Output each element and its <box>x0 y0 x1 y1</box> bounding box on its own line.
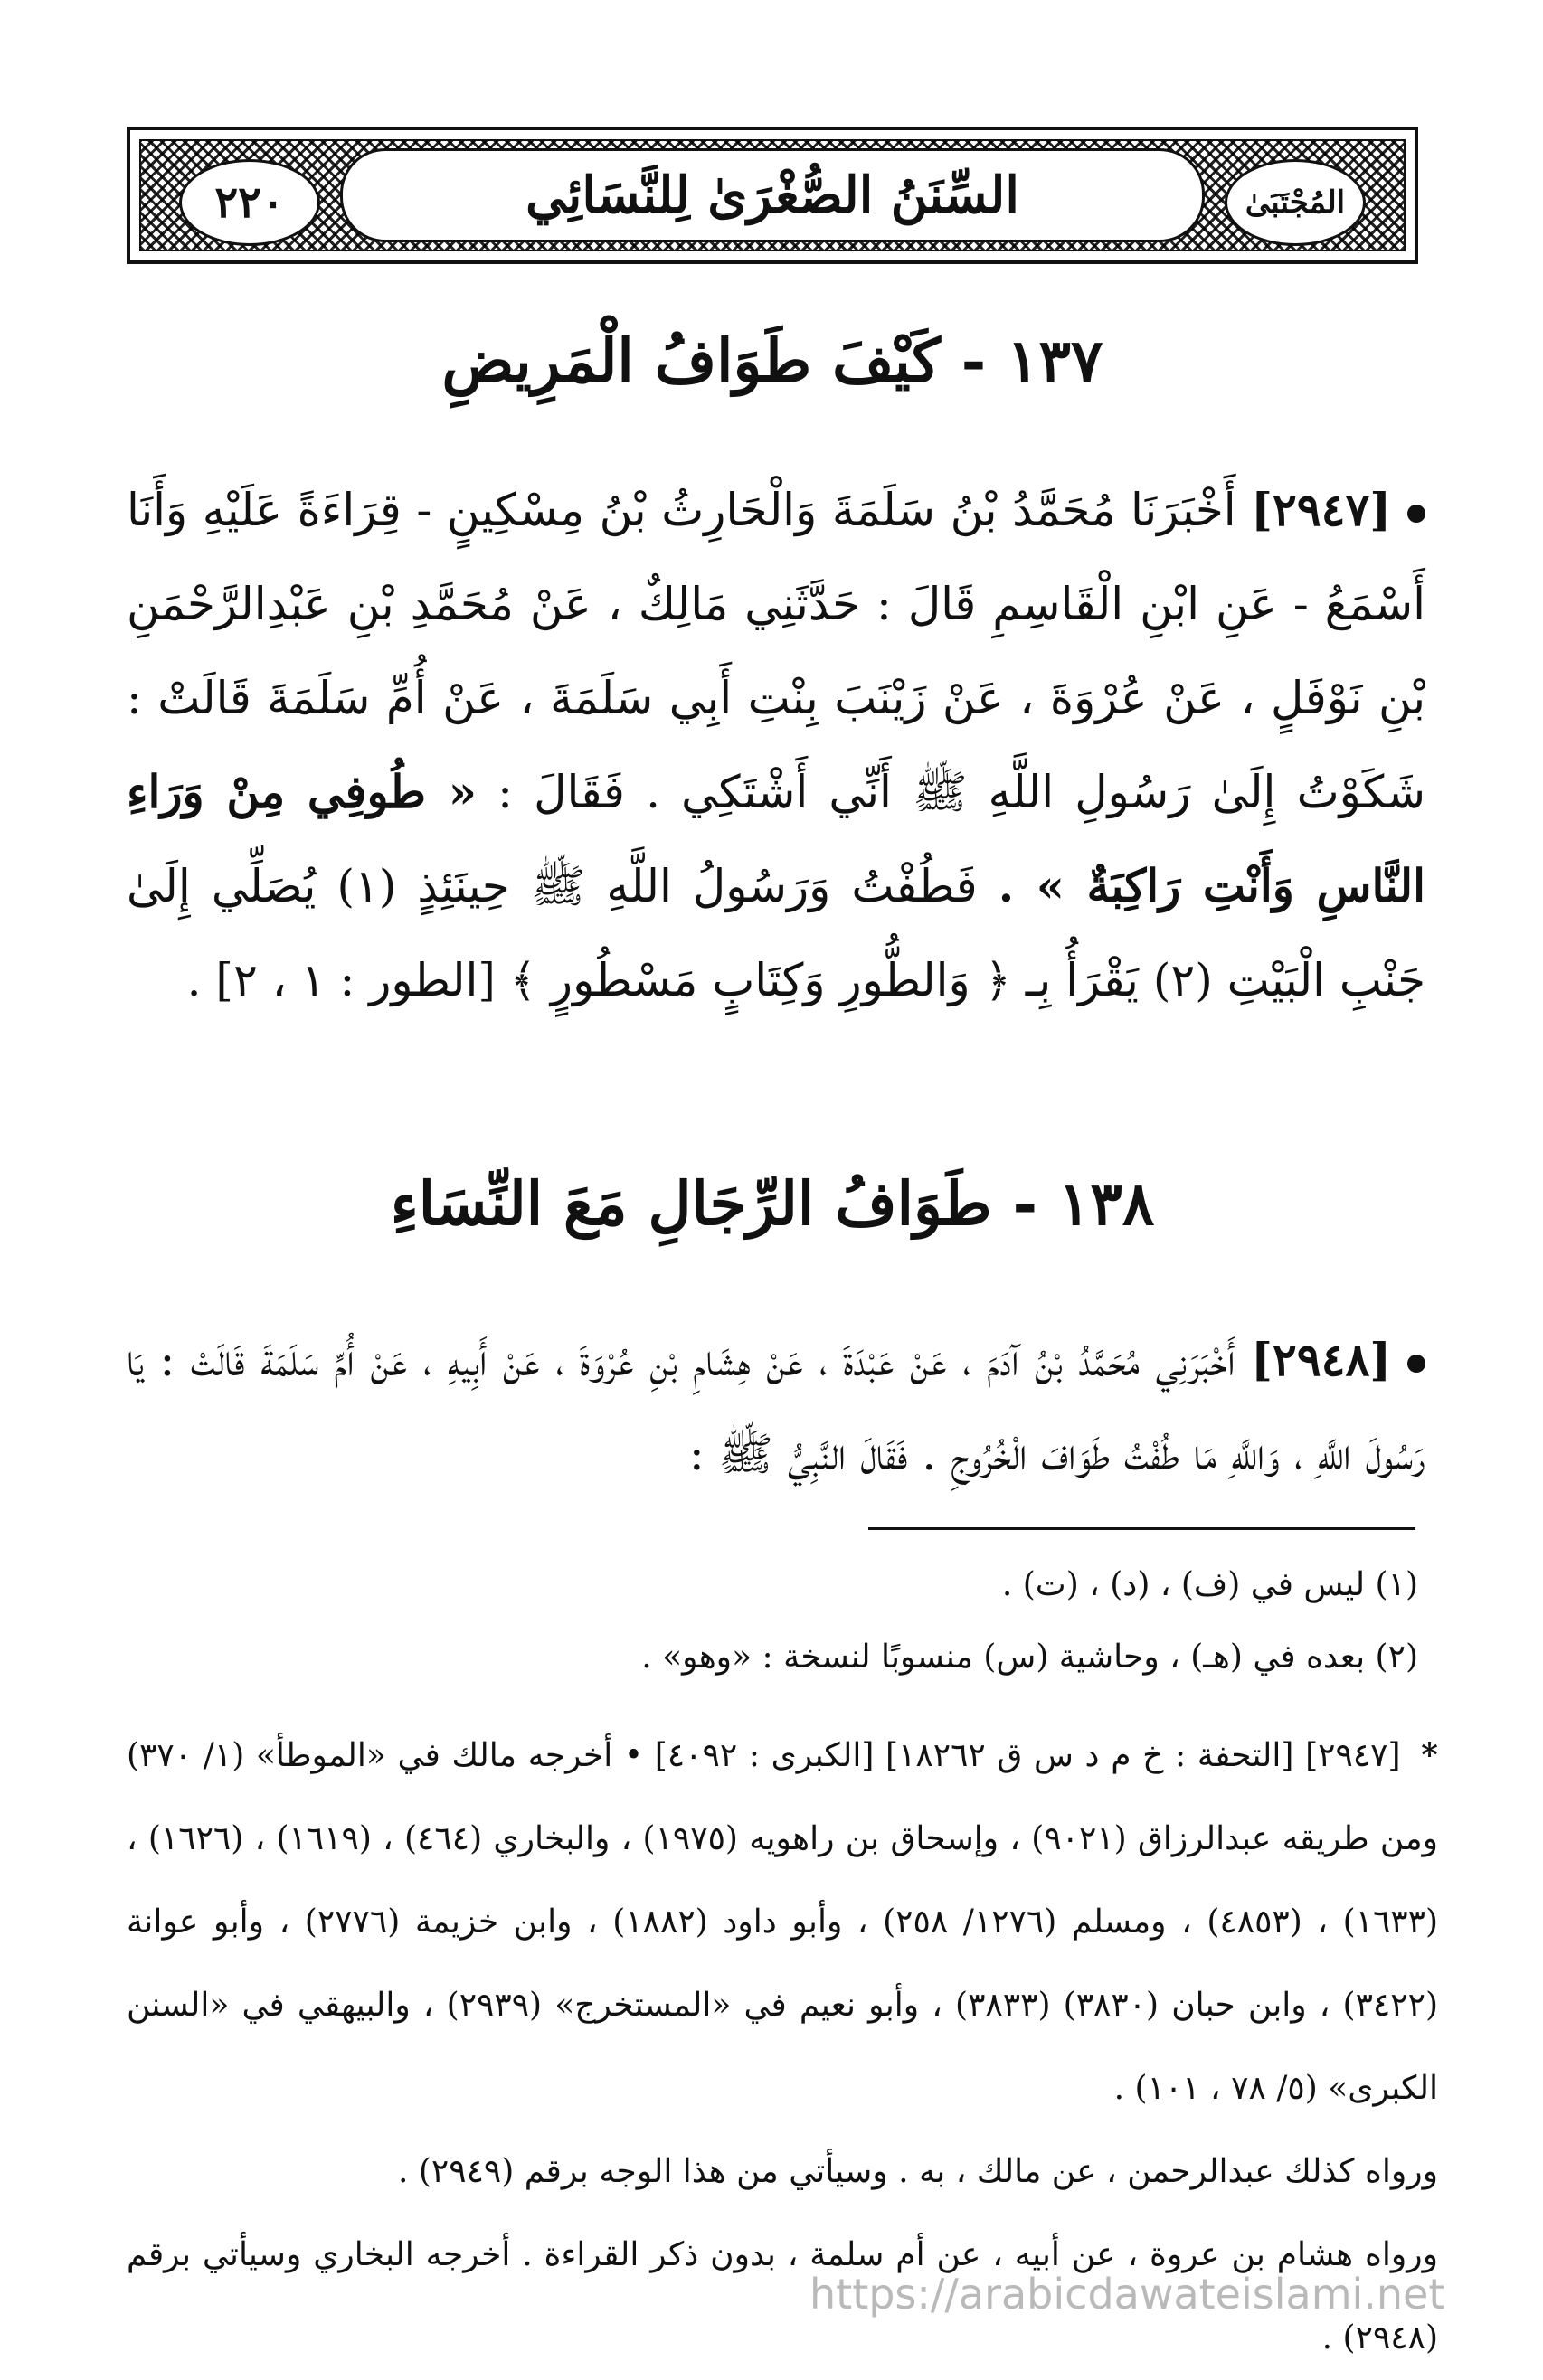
watermark: https://arabicdawateislami.net <box>809 2270 1445 2319</box>
header-ornament <box>139 139 1406 251</box>
bullet-icon <box>1407 1355 1425 1373</box>
footnote-rule <box>868 1527 1415 1530</box>
hadith-number: [٢٩٤٧] <box>1251 483 1391 536</box>
hadith-text: أَخْبَرَنِي مُحَمَّدُ بْنُ آدَمَ ، عَنْ عَبْدَةَ ، عَنْ هِشَامِ بْنِ عُرْوَةَ ، عَنْ أَبِيهِ ، عَنْ أُمِّ سَلَمَةَ قَالَتْ : يَا رَسُولَ اللَّهِ ، وَاللَّهِ مَا طُفْتُ طَوَافَ الْخُرُوجِ . فَقَالَ النَّبِيُّ ﷺ : <box>127 1334 1425 1480</box>
takhrij-text: [٢٩٤٧] [التحفة : خ م د س ق ١٨٢٦٢] [الكبرى : ٤٠٩٢] • أخرجه مالك في «الموطأ» (١/ ٣٧٠) ومن طريقه عبدالرزاق (٩٠٢١) ، وإسحاق بن راهويه (١٩٧٥) ، والبخاري (٤٦٤) ، (١٦١٩) ، (١٦٢٦) ، (١٦٣٣) ، (٤٨٥٣) ، ومسلم (١٢٧٦/ ٢٥٨) ، وأبو داود (١٨٨٢) ، وابن خزيمة (٢٧٧٦) ، وأبو عوانة (٣٤٢٢) ، وابن حبان (٣٨٣٠) (٣٨٣٣) ، وأبو نعيم في «المستخرج» (٢٩٣٩) ، والبيهقي في «السنن الكبرى» (٥/ ٧٨ ، ١٠١) . <box>127 1737 1439 2107</box>
hadith-text: أَخْبَرَنَا مُحَمَّدُ بْنُ سَلَمَةَ وَالْحَارِثُ بْنُ مِسْكِينٍ - قِرَاءَةً عَلَيْهِ وَأَنَا أَسْمَعُ - عَنِ ابْنِ الْقَاسِمِ قَالَ : حَدَّثَنِي مَالِكٌ ، عَنْ مُحَمَّدِ بْنِ عَبْدِالرَّحْمَنِ بْنِ نَوْفَلٍ ، عَنْ عُرْوَةَ ، عَنْ زَيْنَبَ بِنْتِ أَبِي سَلَمَةَ ، عَنْ أُمِّ سَلَمَةَ قَالَتْ : شَكَوْتُ إِلَىٰ رَسُولِ اللَّهِ ﷺ أَنِّي أَشْتَكِي . فَقَالَ : <box>127 484 1425 818</box>
bullet-icon <box>1407 505 1425 523</box>
footnote-2: (٢) بعده في (هـ) ، وحاشية (س) منسوبًا لنسخة : «وهو» . <box>641 1639 1418 1676</box>
book-mark: المُجْتَبَىٰ <box>1225 159 1366 246</box>
hadith-number: [٢٩٤٨] <box>1251 1333 1391 1386</box>
hadith-quote: « طُوفِي مِنْ وَرَاءِ النَّاسِ وَأَنْتِ رَاكِبَةٌ » . <box>127 765 1425 912</box>
chapter-heading-138: ١٣٨ - طَوَافُ الرِّجَالِ مَعَ النِّسَاءِ <box>390 1168 1155 1239</box>
page-number: ٢٢٠ <box>179 159 320 246</box>
hadith-2947 <box>127 463 1425 1027</box>
hadith-2948 <box>127 1313 1425 1501</box>
hadith-text-continued: فَطُفْتُ وَرَسُولُ اللَّهِ ﷺ حِينَئِذٍ (١) يُصَلِّي إِلَىٰ جَنْبِ الْبَيْتِ (٢) يَقْرَأُ بِـ ﴿ وَالطُّورِ وَكِتَابٍ مَسْطُورٍ ﴾ [الطور : ١ ، ٢] . <box>127 860 1425 1006</box>
takhrij-line-3: ورواه هشام بن عروة ، عن أبيه ، عن أم سلمة ، بدون ذكر القراءة . أخرجه البخاري وسيأتي برقم (٢٩٤٨) . <box>127 2236 1438 2356</box>
asterisk-icon: * <box>1421 1736 1438 1774</box>
page-header <box>127 127 1418 264</box>
chapter-heading-137: ١٣٧ - كَيْفَ طَوَافُ الْمَرِيضِ <box>441 326 1103 396</box>
takhrij-line-2: ورواه كذلك عبدالرحمن ، عن مالك ، به . وسيأتي من هذا الوجه برقم (٢٩٤٩) . <box>397 2153 1438 2190</box>
footnote-1: (١) ليس في (ف) ، (د) ، (ت) . <box>1001 1566 1418 1603</box>
book-title: السِّنَنُ الصُّغْرَىٰ لِلنَّسَائِي <box>525 165 1019 225</box>
header-title-box <box>340 148 1205 242</box>
